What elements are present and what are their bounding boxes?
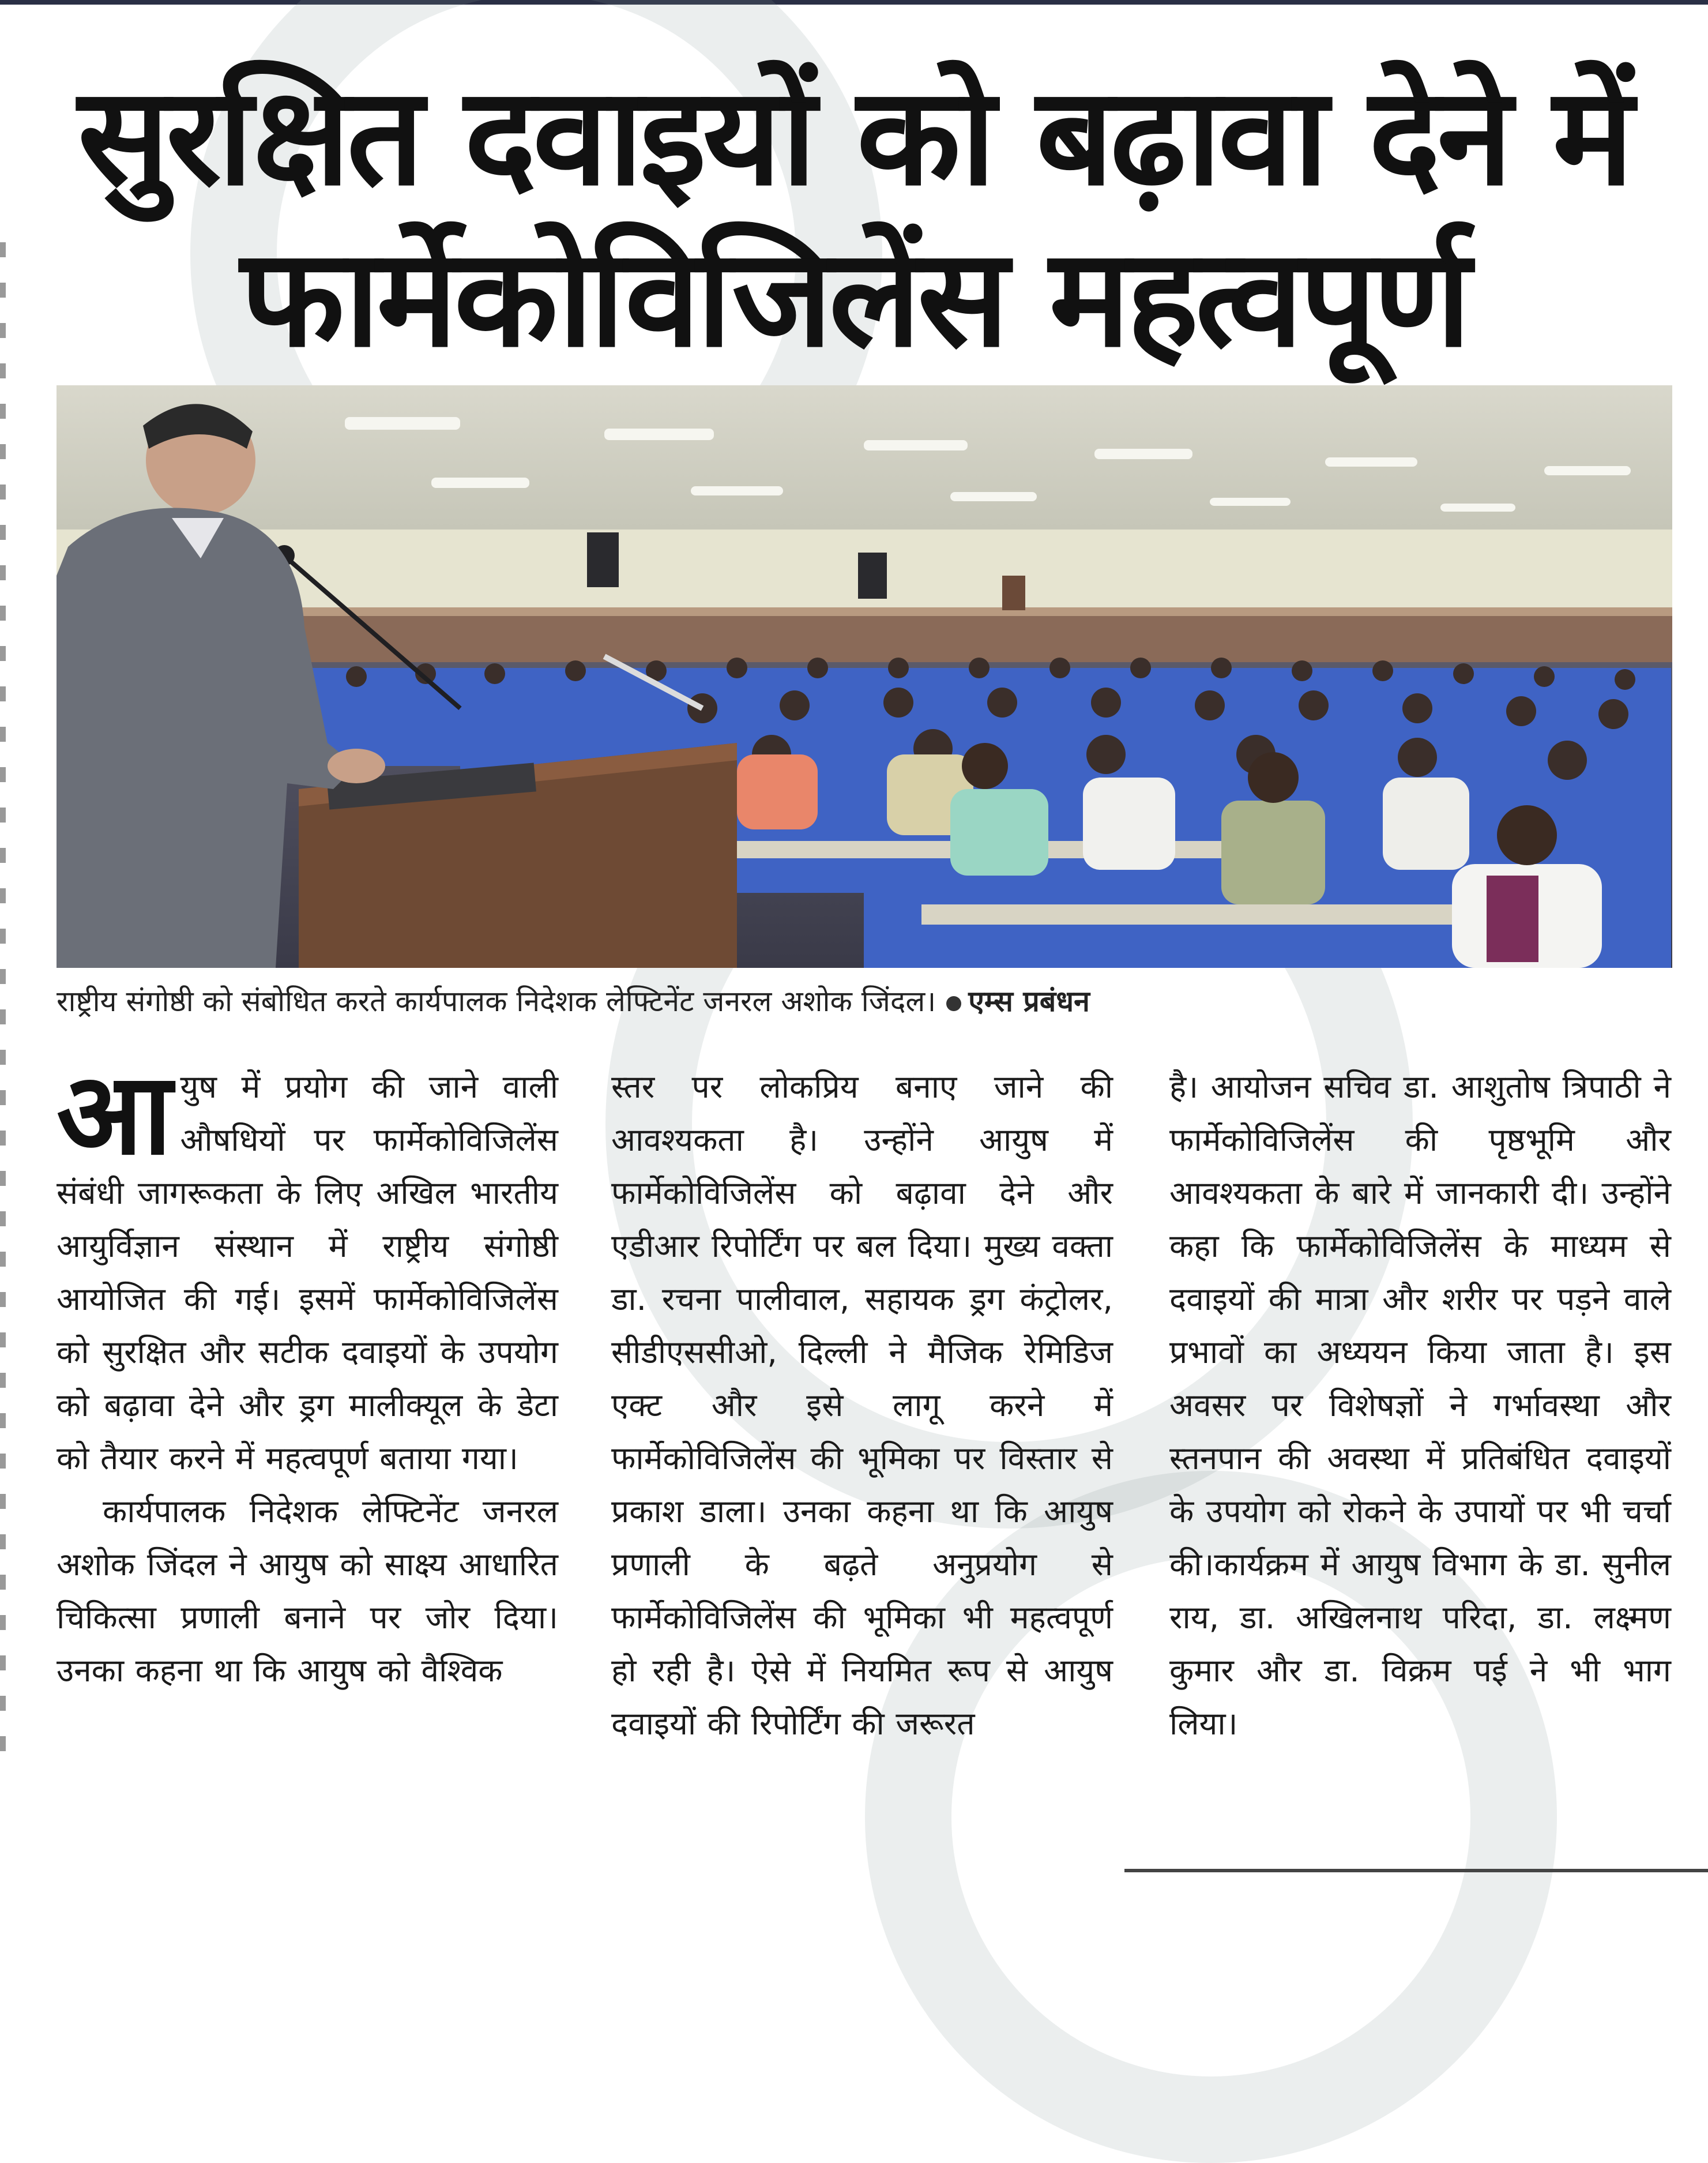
bottom-rule xyxy=(1124,1869,1708,1872)
photo-caption xyxy=(57,981,1672,1020)
drop-cap: आ xyxy=(57,1049,172,1180)
article-column-3 xyxy=(1169,1060,1671,1750)
article-paragraph-3: स्तर पर लोकप्रिय बनाए जाने की आवश्यकता है। उन्होंने आयुष में फार्मेकोविजिलेंस को बढ़ावा देने और एडीआर रिपोर्टिंग पर बल दिया। मुख्य वक्ता डा. रचना पालीवाल, सहायक ड्रग कंट्रोलर, सीडीएससीओ, दिल्ली ने मैजिक रेमिडिज एक्ट और इसे लागू करने में फार्मेकोविजिलेंस की भूमिका पर विस्तार से प्रकाश डाला। उनका कहना था कि आयुष प्रणाली के बढ़ते अनुप्रयोग से फार्मेकोविजिलेंस की भूमिका भी महत्वपूर्ण हो रही है। ऐसे में नियमित रूप से आयुष दवाइयों की रिपोर्टिंग की जरूरत xyxy=(611,1068,1113,1742)
headline-line-2: फार्मेकोविजिलेंस महत्वपूर्ण xyxy=(240,220,1468,377)
article-paragraph-1 xyxy=(57,1049,558,1485)
headline-line-1: सुरक्षित दवाइयों को बढ़ावा देने में xyxy=(77,58,1631,216)
article-paragraph-2: कार्यपालक निदेशक लेफ्टिनेंट जनरल अशोक जिंदल ने आयुष को साक्ष्य आधारित चिकित्सा प्रणाली बनाने पर जोर दिया। उनका कहना था कि आयुष को वैश्विक xyxy=(57,1493,558,1689)
article-column-1 xyxy=(57,1049,558,1697)
bullet-dot-icon xyxy=(946,996,961,1011)
adjacent-column-edge xyxy=(0,242,6,1777)
seminar-audience-photo xyxy=(57,385,1672,968)
photo-credit: एम्स प्रबंधन xyxy=(968,985,1090,1018)
article-paragraph-4: है। आयोजन सचिव डा. आशुतोष त्रिपाठी ने फार्मेकोविजिलेंस की पृष्ठभूमि और आवश्यकता के बारे में जानकारी दी। उन्होंने कहा कि फार्मेकोविजिलेंस के माध्यम से दवाइयों की मात्रा और शरीर पर पड़ने वाले प्रभावों का अध्ययन किया जाता है। इस अवसर पर विशेषज्ञों ने गर्भावस्था और स्तनपान की अवस्था में प्रतिबंधित दवाइयों के उपयोग को रोकने के उपायों पर भी चर्चा की।कार्यक्रम में आयुष विभाग के डा. सुनील राय, डा. अखिलनाथ परिदा, डा. लक्ष्मण कुमार और डा. विक्रम पई ने भी भाग लिया। xyxy=(1169,1068,1671,1742)
caption-text: राष्ट्रीय संगोष्ठी को संबोधित करते कार्यपालक निदेशक लेफ्टिनेंट जनरल अशोक जिंदल। xyxy=(57,985,936,1018)
top-rule xyxy=(0,0,1708,5)
paragraph-1-text: युष में प्रयोग की जाने वाली औषधियों पर फार्मेकोविजिलेंस संबंधी जागरूकता के लिए अखिल भारतीय आयुर्विज्ञान संस्थान में राष्ट्रीय संगोष्ठी आयोजित की गई। इसमें फार्मेकोविजिलेंस को सुरक्षित और सटीक दवाइयों के उपयोग को बढ़ावा देने और ड्रग मालीक्यूल के डेटा को तैयार करने में महत्वपूर्ण बताया गया। xyxy=(57,1068,558,1477)
article-column-2 xyxy=(611,1060,1113,1750)
